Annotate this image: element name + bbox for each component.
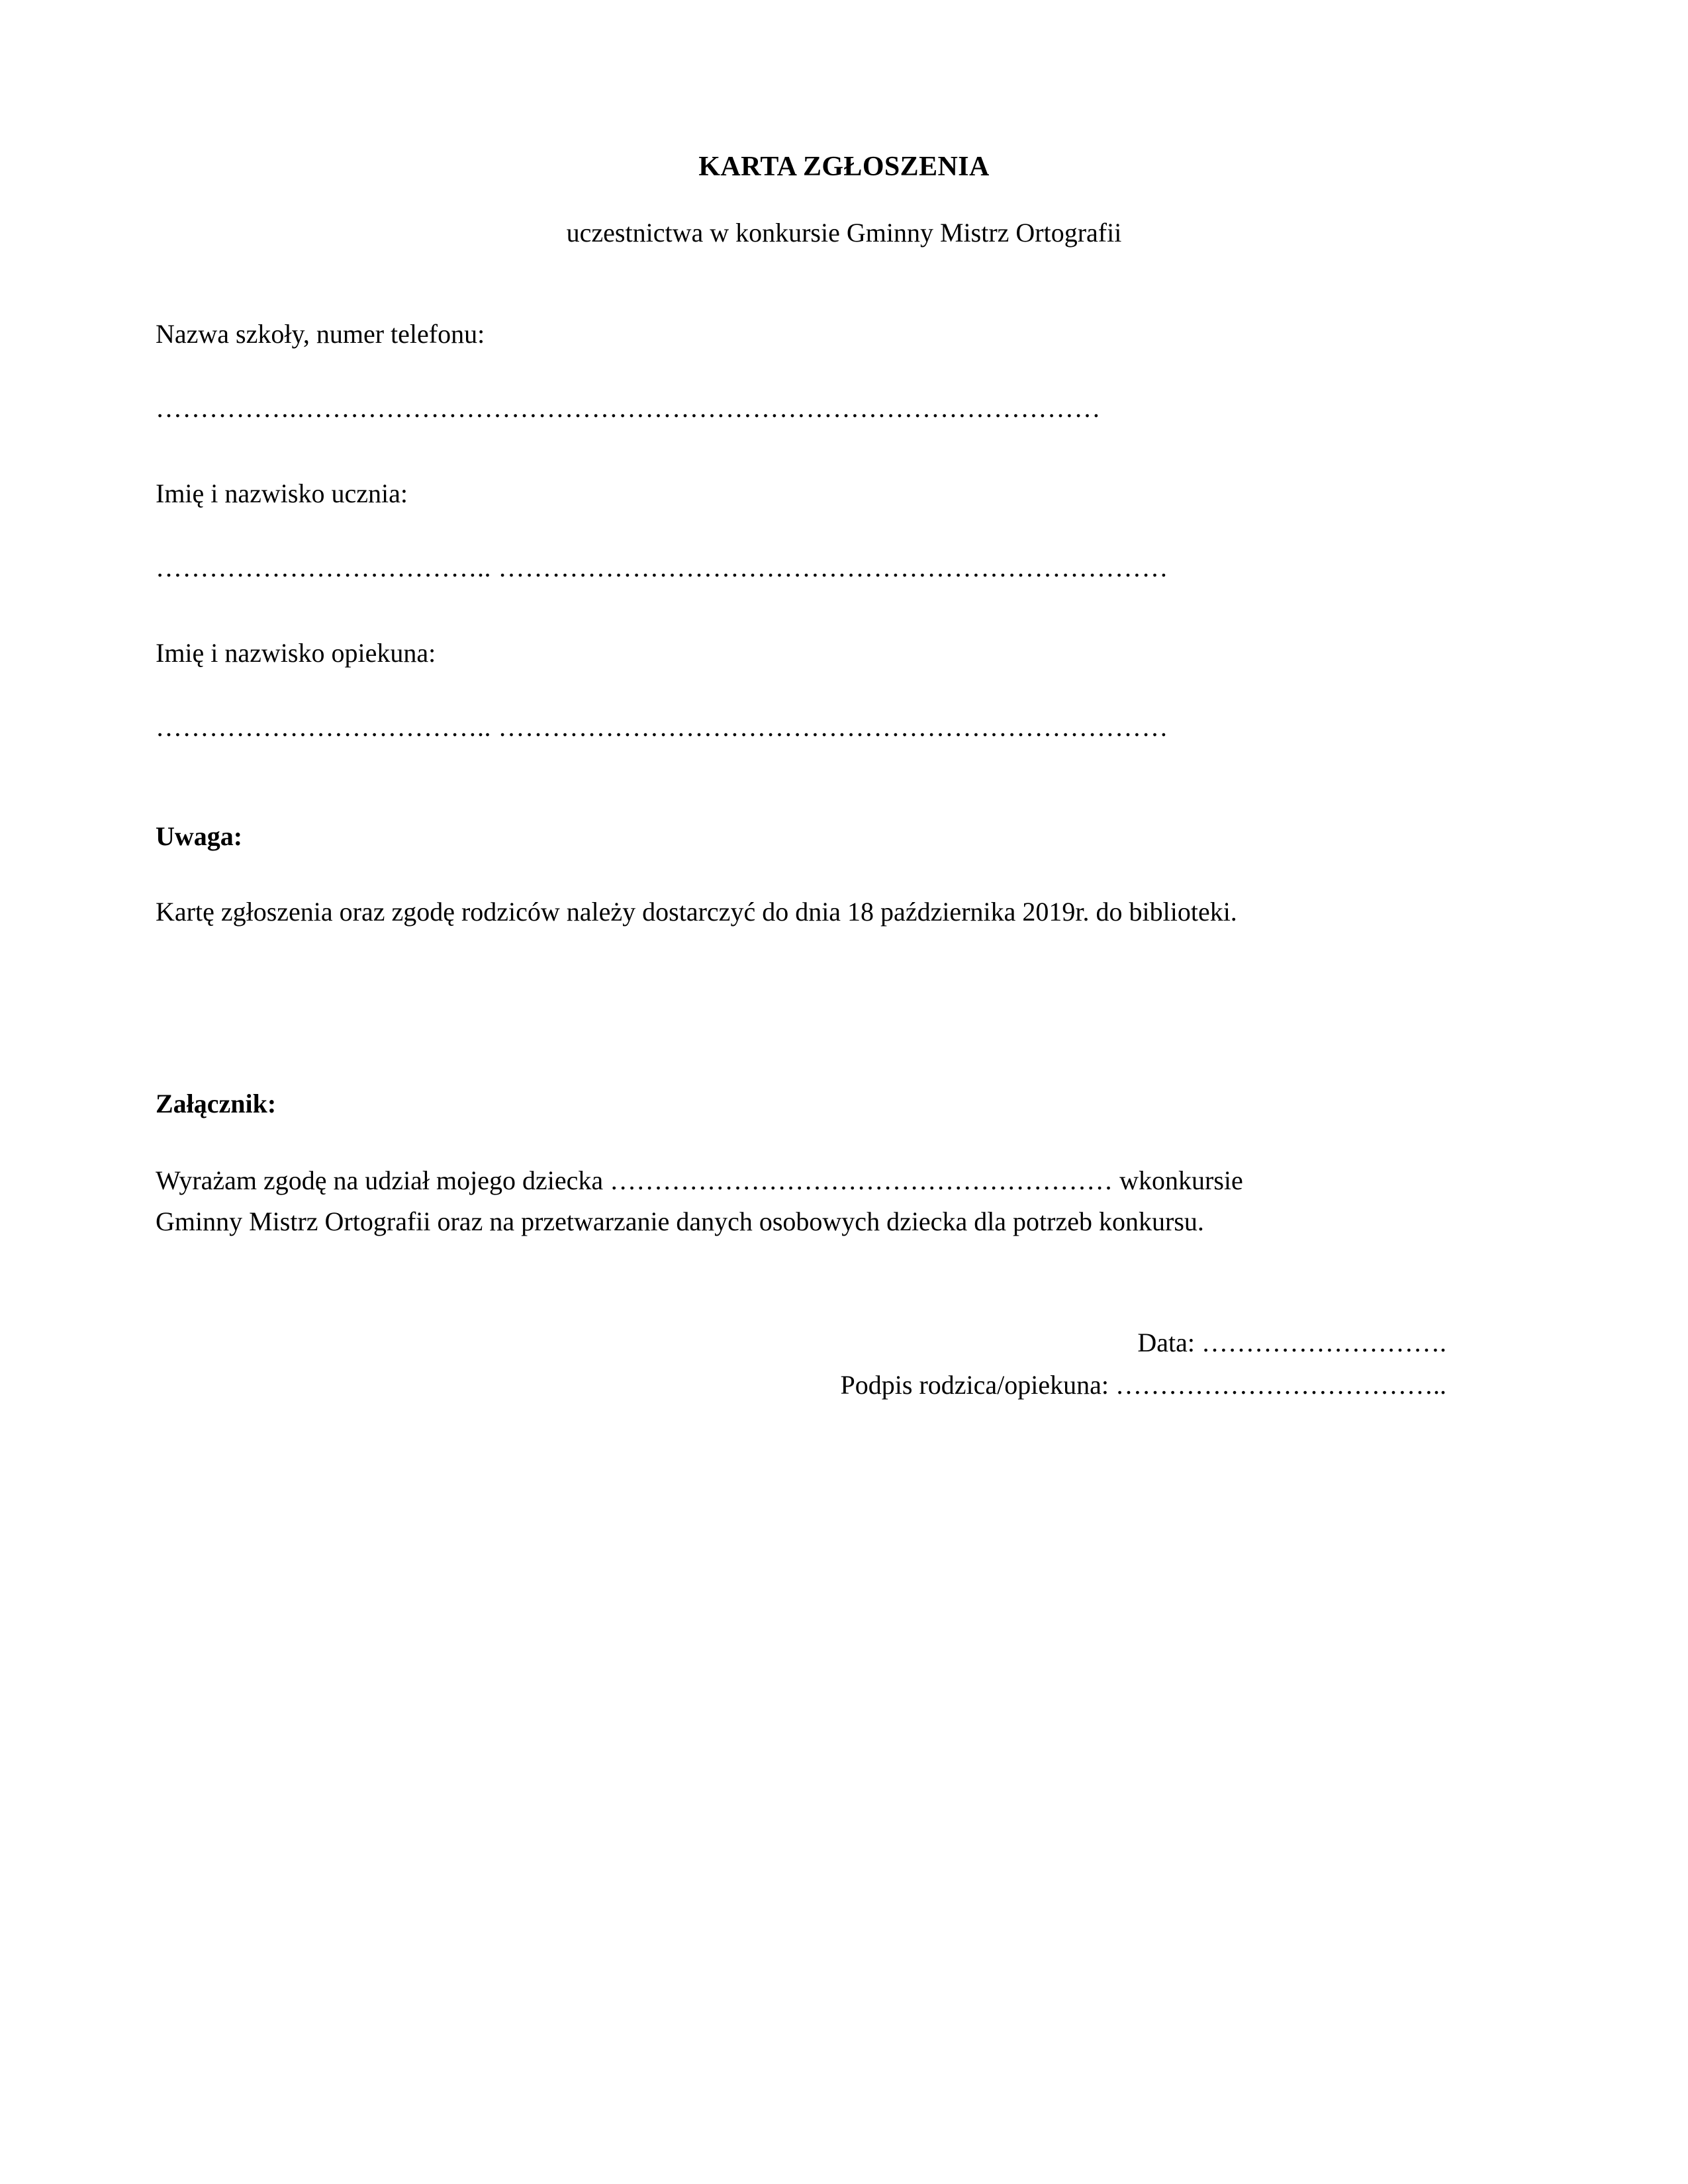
spacer bbox=[156, 248, 1532, 321]
spacer bbox=[156, 1119, 1532, 1160]
field-guardian-name bbox=[156, 640, 1532, 743]
spacer bbox=[156, 852, 1532, 891]
signature-section bbox=[156, 1322, 1532, 1406]
note-text: Kartę zgłoszenia oraz zgodę rodziców należy dostarczyć do dnia 18 października 2019r. do biblioteki. bbox=[156, 897, 1237, 927]
spacer bbox=[156, 424, 1532, 480]
spacer bbox=[156, 933, 1532, 1088]
page-title: KARTA ZGŁOSZENIA bbox=[698, 152, 990, 182]
field-school-input-line[interactable]: …………….……………………………………………………………………………… bbox=[156, 393, 1101, 423]
spacer bbox=[156, 583, 1532, 640]
attachment-heading: Załącznik: bbox=[156, 1089, 277, 1118]
date-line[interactable]: Data: ………………………. bbox=[1137, 1328, 1446, 1357]
consent-text-before: Wyrażam zgodę na udział mojego dziecka bbox=[156, 1165, 610, 1195]
spacer bbox=[156, 507, 1532, 552]
field-guardian-name-input-line[interactable]: ……………………………….. ………………………………………………………………… bbox=[156, 712, 1168, 742]
attachment-section bbox=[156, 1088, 1532, 1242]
note-heading: Uwaga: bbox=[156, 821, 243, 851]
field-student-name bbox=[156, 480, 1532, 583]
spacer bbox=[156, 1242, 1532, 1322]
consent-text-after: wkonkursie bbox=[1113, 1165, 1243, 1195]
note-section bbox=[156, 821, 1532, 933]
field-student-name-label: Imię i nazwisko ucznia: bbox=[156, 478, 408, 508]
consent-line-2: Gminny Mistrz Ortografii oraz na przetwarzanie danych osobowych dziecka dla potrzeb konkursu. bbox=[156, 1206, 1204, 1236]
spacer bbox=[156, 666, 1532, 711]
field-guardian-name-label: Imię i nazwisko opiekuna: bbox=[156, 638, 436, 668]
spacer bbox=[156, 743, 1532, 821]
field-school-label: Nazwa szkoły, numer telefonu: bbox=[156, 319, 485, 349]
spacer bbox=[156, 347, 1532, 392]
consent-line-1 bbox=[156, 1160, 1532, 1201]
parent-signature-line[interactable]: Podpis rodzica/opiekuna: ……………………………….. bbox=[840, 1370, 1446, 1400]
field-student-name-input-line[interactable]: ……………………………….. ………………………………………………………………… bbox=[156, 553, 1168, 582]
page-subtitle: uczestnictwa w konkursie Gminny Mistrz Ortografii bbox=[566, 218, 1122, 248]
consent-child-name-line[interactable]: ………………………………………………… bbox=[610, 1165, 1113, 1195]
field-school bbox=[156, 321, 1532, 424]
